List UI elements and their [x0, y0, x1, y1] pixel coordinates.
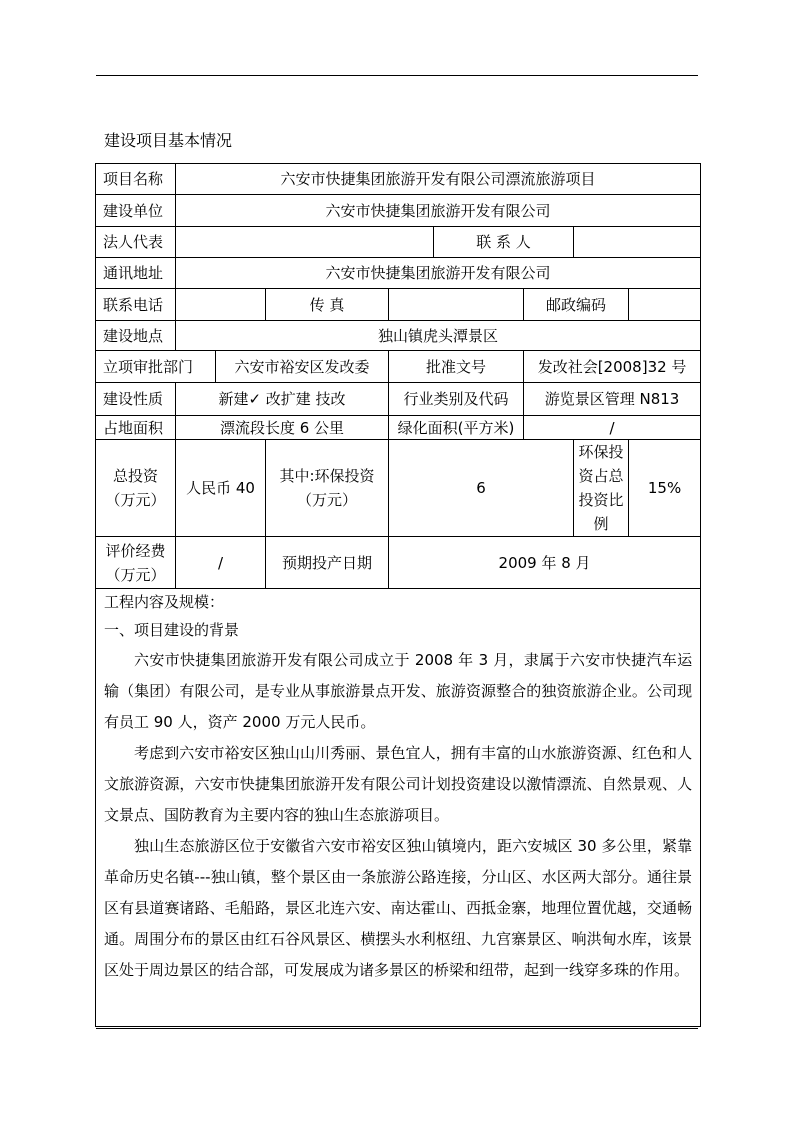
green-label: 绿化面积(平方米): [389, 416, 524, 440]
total-inv-label: 总投资（万元）: [96, 440, 176, 537]
content-paragraph-3: 独山生态旅游区位于安徽省六安市裕安区独山镇境内，距六安城区 30 多公里，紧靠革命历史名镇---独山镇，整个景区由一条旅游公路连接，分山区、水区两大部分。通往景区有县道赛诸路、毛船路，景区北连六安、南达霍山、西抵金寨，地理位置优越，交通畅通。周围分布的景区由红石谷风景区、横摆头水利枢纽、九宫寨景区、响洪甸水库，该景区处于周边景区的结合部，可发展成为诸多景区的桥梁和纽带，起到一线穿多珠的作用。: [104, 837, 693, 979]
approval-dept-label: 立项审批部门: [96, 351, 216, 383]
address-label: 通讯地址: [96, 258, 176, 289]
fax-label: 传 真: [266, 289, 389, 321]
expected-date-value: 2009 年 8 月: [389, 537, 701, 589]
green-value: /: [524, 416, 701, 440]
area-label: 占地面积: [96, 416, 176, 440]
eval-fee-label: 评价经费（万元）: [96, 537, 176, 589]
env-ratio-label: 环保投资占总投资比例: [574, 440, 629, 537]
footer-rule: [96, 1028, 698, 1029]
industry-value: 游览景区管理 N813: [524, 383, 701, 416]
nature-value: 新建✓ 改扩建 技改: [176, 383, 389, 416]
legal-rep-value: [176, 227, 434, 258]
section-title: 建设项目基本情况: [104, 131, 233, 150]
site-value: 独山镇虎头潭景区: [176, 321, 701, 351]
approval-dept-value: 六安市裕安区发改委: [216, 351, 389, 383]
site-label: 建设地点: [96, 321, 176, 351]
project-info-table: [95, 163, 701, 1027]
project-name-label: 项目名称: [96, 164, 176, 195]
env-inv-value: 6: [389, 440, 574, 537]
approval-no-label: 批准文号: [389, 351, 524, 383]
legal-rep-label: 法人代表: [96, 227, 176, 258]
postcode-value: [629, 289, 701, 321]
industry-label: 行业类别及代码: [389, 383, 524, 416]
content-paragraph-2: 考虑到六安市裕安区独山山川秀丽、景色宜人，拥有丰富的山水旅游资源、红色和人文旅游资源，六安市快捷集团旅游开发有限公司计划投资建设以激情漂流、自然景观、人文景点、国防教育为主要内容的独山生态旅游项目。: [104, 744, 693, 824]
fax-value: [389, 289, 524, 321]
phone-value: [176, 289, 266, 321]
project-content-cell: [96, 589, 701, 1027]
env-inv-label: 其中:环保投资（万元）: [266, 440, 389, 537]
total-inv-value: 人民币 40: [176, 440, 266, 537]
postcode-label: 邮政编码: [524, 289, 629, 321]
env-ratio-value: 15%: [629, 440, 701, 537]
address-value: 六安市快捷集团旅游开发有限公司: [176, 258, 701, 289]
phone-label: 联系电话: [96, 289, 176, 321]
nature-label: 建设性质: [96, 383, 176, 416]
content-heading: 工程内容及规模：: [104, 593, 225, 611]
contact-label: 联 系 人: [434, 227, 574, 258]
content-paragraph-1: 六安市快捷集团旅游开发有限公司成立于 2008 年 3 月，隶属于六安市快捷汽车运输（集团）有限公司，是专业从事旅游景点开发、旅游资源整合的独资旅游企业。公司现有员工 90 人，资产 2000 万元人民币。: [104, 651, 693, 731]
contact-value: [574, 227, 701, 258]
builder-label: 建设单位: [96, 195, 176, 227]
header-rule: [96, 75, 698, 76]
eval-fee-value: /: [176, 537, 266, 589]
area-value: 漂流段长度 6 公里: [176, 416, 389, 440]
approval-no-value: 发改社会[2008]32 号: [524, 351, 701, 383]
expected-date-label: 预期投产日期: [266, 537, 389, 589]
builder-value: 六安市快捷集团旅游开发有限公司: [176, 195, 701, 227]
project-name-value: 六安市快捷集团旅游开发有限公司漂流旅游项目: [176, 164, 701, 195]
content-subheading: 一、项目建设的背景: [104, 621, 240, 639]
